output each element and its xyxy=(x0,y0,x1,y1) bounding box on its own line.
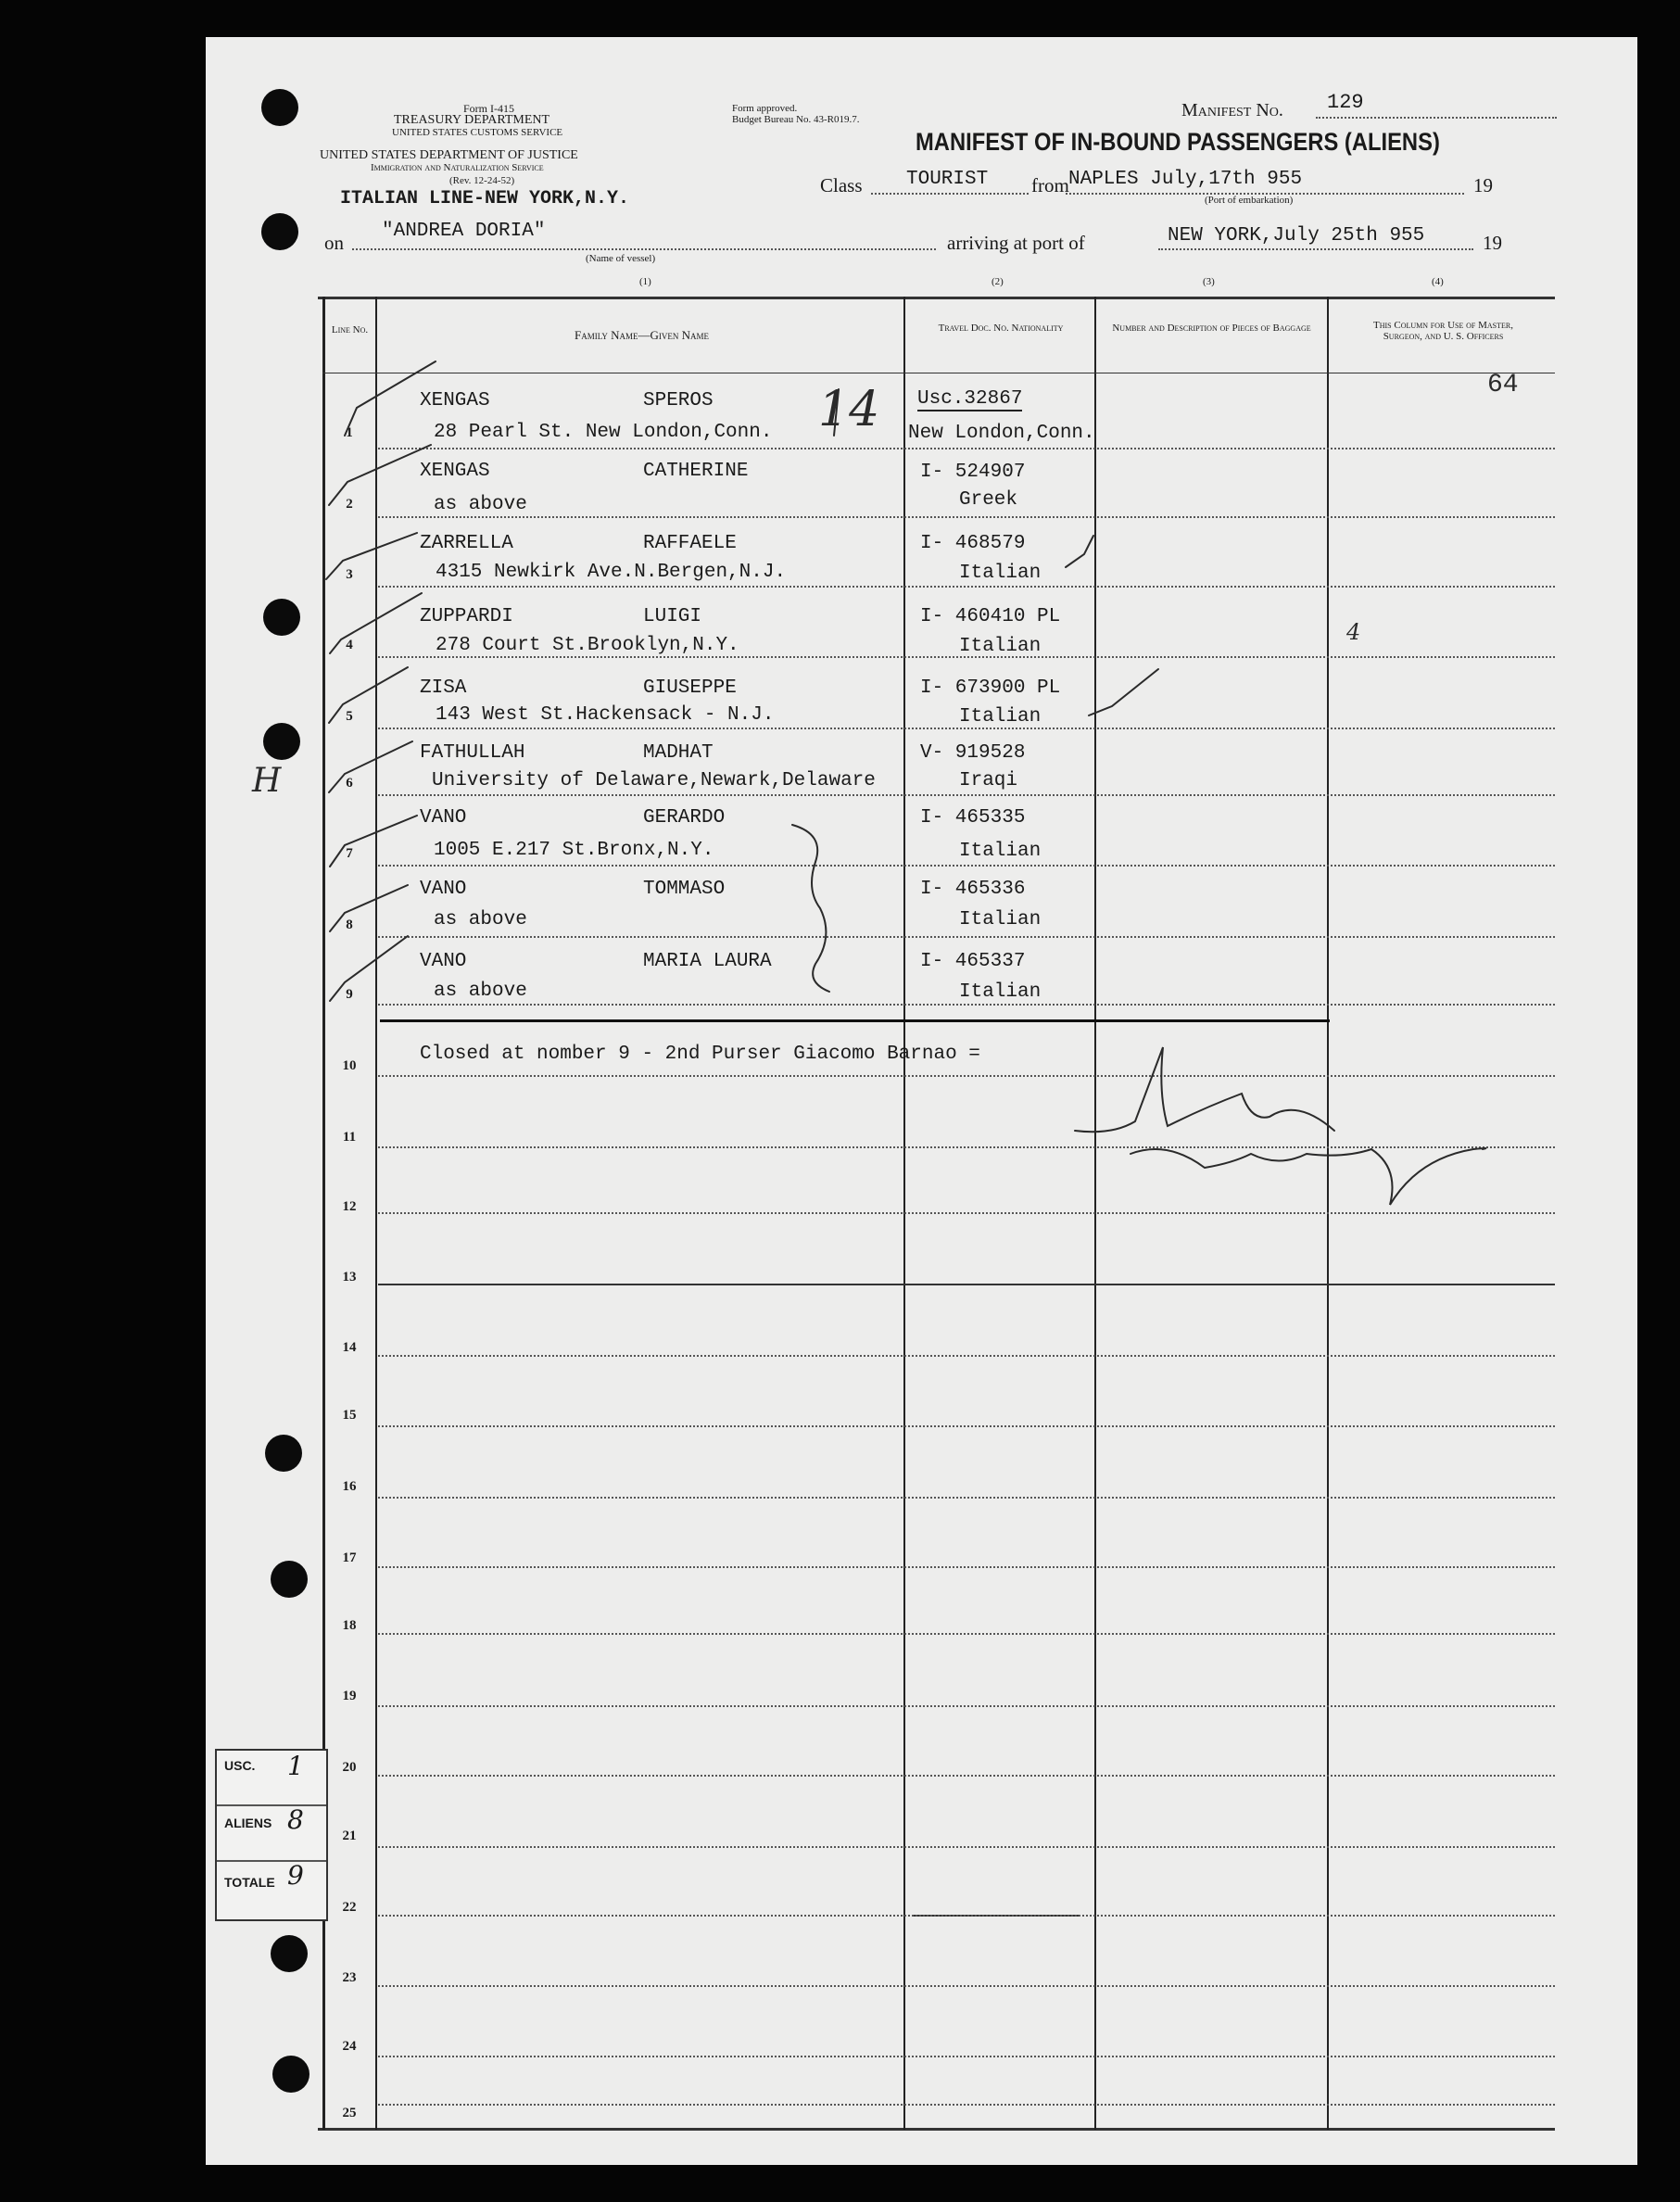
line-number: 1 xyxy=(346,425,353,440)
nationality: Italian xyxy=(959,636,1042,657)
form-approved: Form approved. xyxy=(732,103,798,114)
name-header: Family Name—Given Name xyxy=(575,328,709,342)
column-number-2: (2) xyxy=(992,276,1004,287)
travel-doc-number: I- 465335 xyxy=(920,807,1026,829)
signature-icon xyxy=(1075,1047,1334,1132)
check-mark-icon xyxy=(330,816,417,867)
family-name: ZUPPARDI xyxy=(420,606,513,627)
class-label: Class xyxy=(820,174,863,196)
signature-icon xyxy=(1131,1148,1485,1205)
tally-divider xyxy=(217,1860,326,1862)
given-name: CATHERINE xyxy=(643,461,749,482)
line-number: 14 xyxy=(342,1340,357,1355)
family-name: XENGAS xyxy=(420,461,490,482)
given-name: RAFFAELE xyxy=(643,533,737,554)
address: 143 West St.Hackensack - N.J. xyxy=(436,704,775,726)
given-name: LUIGI xyxy=(643,606,702,627)
vessel-note: (Name of vessel) xyxy=(586,253,656,264)
manifest-title: MANIFEST OF IN-BOUND PASSENGERS (ALIENS) xyxy=(916,128,1440,156)
manifest-label: Manifest No. xyxy=(1181,100,1283,120)
check-mark-icon xyxy=(330,593,422,653)
check-mark-icon xyxy=(1066,536,1093,567)
line-number: 6 xyxy=(346,776,353,791)
revision-date: (Rev. 12-24-52) xyxy=(449,175,515,186)
travel-doc-number: I- 673900 PL xyxy=(920,677,1061,699)
tally-divider xyxy=(217,1804,326,1806)
department-of-justice: UNITED STATES DEPARTMENT OF JUSTICE xyxy=(320,148,578,162)
row4-mark: 4 xyxy=(1346,619,1361,645)
given-name: MADHAT xyxy=(643,742,714,764)
line-number: 13 xyxy=(342,1270,357,1284)
address: as above xyxy=(434,909,527,930)
embarkation-note: (Port of embarkation) xyxy=(1205,195,1294,206)
given-name: GIUSEPPE xyxy=(643,677,737,699)
address: University of Delaware,Newark,Delaware xyxy=(432,770,876,791)
margin-initials: H xyxy=(252,762,282,800)
tally-box xyxy=(215,1749,328,1921)
manifest-number: 129 xyxy=(1327,91,1364,114)
usc-label: USC. xyxy=(224,1758,256,1773)
given-name: SPEROS xyxy=(643,390,714,411)
aliens-label: ALIENS xyxy=(224,1816,272,1830)
bracket-icon xyxy=(792,825,829,992)
family-name: ZISA xyxy=(420,677,467,699)
line-number: 8 xyxy=(346,918,353,932)
check-mark-icon xyxy=(1089,669,1158,715)
column-number-1: (1) xyxy=(639,276,651,287)
ins-service: Immigration and Naturalization Service xyxy=(371,162,544,173)
nationality: Italian xyxy=(959,841,1042,862)
travel-doc-number: I- 465337 xyxy=(920,951,1026,972)
line-number: 15 xyxy=(342,1408,357,1423)
line-number: 25 xyxy=(342,2106,357,2120)
arriving-label: arriving at port of xyxy=(947,232,1085,254)
total-value: 9 xyxy=(287,1860,304,1891)
line-number: 3 xyxy=(346,567,353,582)
family-name: VANO xyxy=(420,879,467,900)
line-number: 4 xyxy=(346,638,353,652)
given-name: TOMMASO xyxy=(643,879,726,900)
line-number: 9 xyxy=(346,987,353,1002)
vessel-name: "ANDREA DORIA" xyxy=(382,221,546,242)
column-number-3: (3) xyxy=(1203,276,1215,287)
officer-count: 64 xyxy=(1487,371,1519,399)
total-label: TOTALE xyxy=(224,1875,275,1890)
class-value: TOURIST xyxy=(906,169,989,190)
line-number: 24 xyxy=(342,2039,357,2054)
handwritten-number: 14 xyxy=(818,382,880,437)
given-name: MARIA LAURA xyxy=(643,951,772,972)
line-number: 19 xyxy=(342,1689,357,1703)
year-field-2: 19 xyxy=(1483,232,1502,254)
shipping-line: ITALIAN LINE-NEW YORK,N.Y. xyxy=(340,188,630,209)
check-mark-icon xyxy=(329,445,431,505)
travel-doc-number: Usc.32867 xyxy=(917,388,1023,410)
budget-bureau: Budget Bureau No. 43-R019.7. xyxy=(732,114,860,125)
baggage-header: Number and Description of Pieces of Baggage xyxy=(1112,323,1311,334)
line-no-header: Line No. xyxy=(331,324,369,335)
customs-service: UNITED STATES CUSTOMS SERVICE xyxy=(392,127,563,138)
family-name: VANO xyxy=(420,951,467,972)
nationality: Greek xyxy=(959,489,1018,511)
line-number: 22 xyxy=(342,1900,357,1915)
nationality: Iraqi xyxy=(959,770,1018,791)
line-number: 2 xyxy=(346,497,353,512)
address: 4315 Newkirk Ave.N.Bergen,N.J. xyxy=(436,562,787,583)
check-mark-icon xyxy=(330,885,408,931)
family-name: XENGAS xyxy=(420,390,490,411)
nationality: New London,Conn. xyxy=(908,423,1095,444)
vessel-on-label: on xyxy=(324,232,344,254)
address: as above xyxy=(434,494,527,515)
travel-doc-number: I- 460410 PL xyxy=(920,606,1061,627)
line-number: 11 xyxy=(342,1130,357,1145)
travel-doc-number: I- 465336 xyxy=(920,879,1026,900)
check-mark-icon xyxy=(330,936,408,1001)
usc-value: 1 xyxy=(287,1751,304,1781)
check-mark-icon xyxy=(329,741,412,792)
address: as above xyxy=(434,981,527,1002)
address: 1005 E.217 St.Bronx,N.Y. xyxy=(434,840,714,861)
line-number: 17 xyxy=(342,1550,357,1565)
nationality: Italian xyxy=(959,706,1042,728)
from-label: from xyxy=(1031,174,1069,196)
family-name: VANO xyxy=(420,807,467,829)
line-number: 12 xyxy=(342,1199,357,1214)
travel-doc-number: V- 919528 xyxy=(920,742,1026,764)
line-number: 7 xyxy=(346,846,353,861)
line-number: 21 xyxy=(342,1829,357,1843)
line-number: 16 xyxy=(342,1479,357,1494)
given-name: GERARDO xyxy=(643,807,726,829)
nationality: Italian xyxy=(959,563,1042,584)
treasury-department: TREASURY DEPARTMENT xyxy=(394,113,550,127)
line-number: 10 xyxy=(342,1058,357,1073)
family-name: ZARRELLA xyxy=(420,533,513,554)
departure-port-date: NAPLES July,17th 955 xyxy=(1068,169,1303,190)
nationality: Italian xyxy=(959,981,1042,1003)
line-number: 5 xyxy=(346,709,353,724)
line-number: 18 xyxy=(342,1618,357,1633)
check-mark-icon xyxy=(326,533,417,579)
arrival-port-date: NEW YORK,July 25th 955 xyxy=(1168,225,1425,247)
family-name: FATHULLAH xyxy=(420,742,525,764)
closing-note: Closed at nomber 9 - 2nd Purser Giacomo Barnao = xyxy=(420,1044,980,1065)
nationality: Italian xyxy=(959,909,1042,930)
form-number: Form I-415 xyxy=(463,102,514,115)
address: 28 Pearl St. New London,Conn. xyxy=(434,422,773,443)
year-field-1: 19 xyxy=(1473,174,1493,196)
line-number: 20 xyxy=(342,1760,357,1775)
column-number-4: (4) xyxy=(1432,276,1444,287)
line-number: 23 xyxy=(342,1970,357,1985)
check-mark-icon xyxy=(329,667,408,723)
pen-stroke-icon xyxy=(834,389,839,436)
address: 278 Court St.Brooklyn,N.Y. xyxy=(436,635,739,656)
travel-doc-number: I- 524907 xyxy=(920,462,1026,483)
check-mark-icon xyxy=(345,361,436,436)
travel-doc-number: I- 468579 xyxy=(920,533,1026,554)
aliens-value: 8 xyxy=(287,1804,304,1835)
travel-doc-header: Travel Doc. No. Nationality xyxy=(938,323,1064,334)
officers-header: This Column for Use of Master, Surgeon, and U. S. Officers xyxy=(1373,320,1513,342)
